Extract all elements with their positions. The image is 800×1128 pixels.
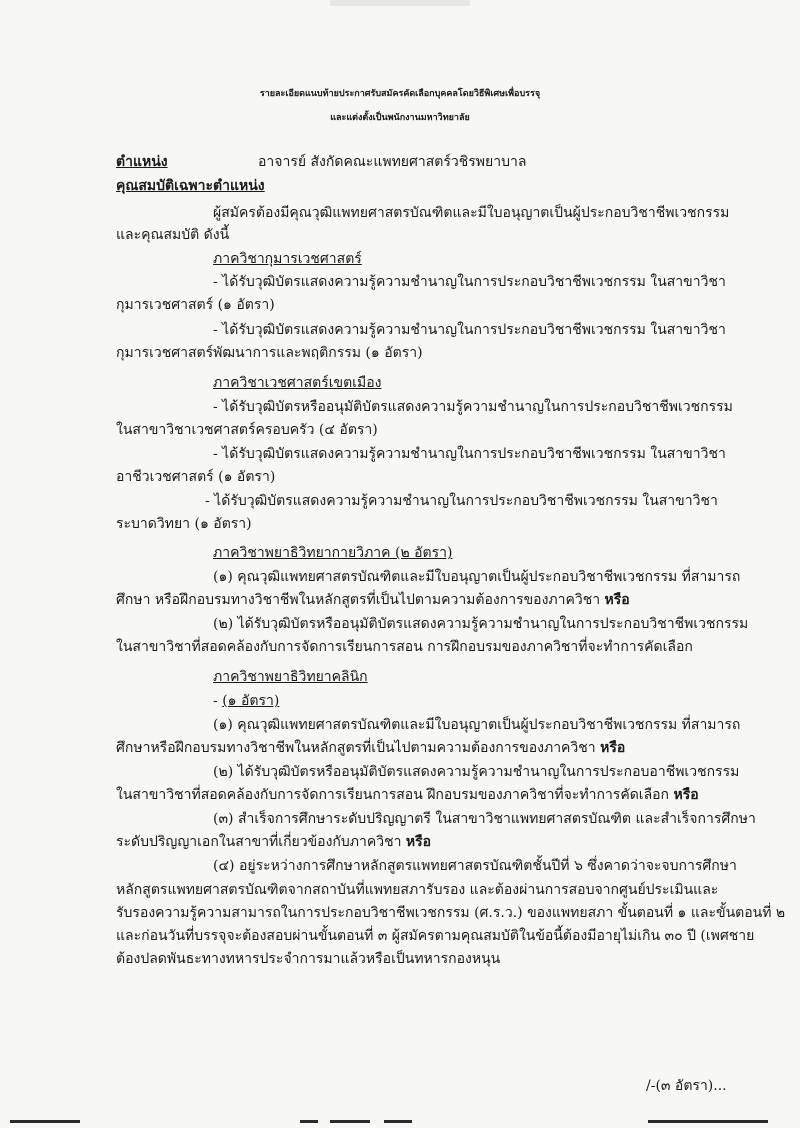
- clinical-pathology-line: (๑) คุณวุฒิแพทยศาสตรบัณฑิตและมีใบอนุญาตเป็นผู้ประกอบวิชาชีพเวชกรรม ที่สามารถ: [213, 717, 741, 733]
- urban-medicine-line: - ได้รับวุฒิบัตรแสดงความรู้ความชำนาญในการประกอบวิชาชีพเวชกรรม ในสาขาวิชา: [213, 446, 726, 462]
- dept-anatomical-pathology-heading: ภาควิชาพยาธิวิทยากายวิภาค (๒ อัตรา): [213, 545, 453, 561]
- clinical-pathology-line: ต้องปลดพันธะทางทหารประจำการมาแล้วหรือเป็นทหารกองหนุน: [116, 951, 501, 967]
- line-text: ในสาขาวิชาที่สอดคล้องกับการจัดการเรียนการสอน ฝึกอบรมของภาควิชาที่จะทำการคัดเลือก: [116, 787, 674, 803]
- anatomical-pathology-line: [116, 590, 630, 610]
- page-continuation-footer: /-(๓ อัตรา)...: [646, 1078, 727, 1094]
- position-label: ตำแหน่ง: [116, 154, 168, 170]
- line-text: ศึกษา หรือฝึกอบรมทางวิชาชีพในหลักสูตรที่เป็นไปตามความต้องการของภาควิชา: [116, 592, 605, 608]
- urban-medicine-line: - ได้รับวุฒิบัตรหรืออนุมัติบัตรแสดงความรู้ความชำนาญในการประกอบวิชาชีพเวชกรรม: [213, 399, 733, 415]
- or-keyword: หรือ: [604, 592, 630, 608]
- or-keyword: หรือ: [673, 787, 699, 803]
- position-count: (๑ อัตรา): [222, 693, 280, 709]
- anatomical-pathology-line: (๒) ได้รับวุฒิบัตรหรืออนุมัติบัตรแสดงความรู้ความชำนาญในการประกอบวิชาชีพเวชกรรม: [213, 616, 749, 632]
- pediatrics-line: กุมารเวชศาสตร์พัฒนาการและพฤติกรรม (๑ อัตรา): [116, 345, 423, 361]
- clinical-pathology-line: และก่อนวันที่บรรจุจะต้องสอบผ่านขั้นตอนที่ ๓ ผู้สมัครตามคุณสมบัติในข้อนี้ต้องมีอายุไม่เกิน ๓๐ ปี (เพศชาย: [116, 928, 755, 944]
- dept-urban-medicine-heading: ภาควิชาเวชศาสตร์เขตเมือง: [213, 375, 382, 391]
- intro-line-2: และคุณสมบัติ ดังนี้: [116, 227, 230, 243]
- scan-smudge: [330, 0, 470, 6]
- dept-clinical-pathology-heading: ภาควิชาพยาธิวิทยาคลินิก: [213, 669, 368, 685]
- line-text: ศึกษาหรือฝึกอบรมทางวิชาชีพในหลักสูตรที่เป็นไปตามความต้องการของภาควิชา: [116, 740, 601, 756]
- intro-line-1: ผู้สมัครต้องมีคุณวุฒิแพทยศาสตรบัณฑิตและมีใบอนุญาตเป็นผู้ประกอบวิชาชีพเวชกรรม: [213, 205, 730, 221]
- clinical-pathology-line: [116, 738, 625, 758]
- clinical-pathology-line: รับรองความรู้ความสามารถในการประกอบวิชาชีพเวชกรรม (ศ.ร.ว.) ของแพทยสภา ขั้นตอนที่ ๑ และขั้นตอนที่ ๒: [116, 905, 786, 921]
- anatomical-pathology-line: ในสาขาวิชาที่สอดคล้องกับการจัดการเรียนการสอน การฝึกอบรมของภาควิชาที่จะทำการคัดเลือก: [116, 639, 693, 655]
- position-value: อาจารย์ สังกัดคณะแพทยศาสตร์วชิรพยาบาล: [258, 154, 527, 170]
- or-keyword: หรือ: [600, 740, 626, 756]
- clinical-pathology-line: [116, 785, 699, 805]
- dept-pediatrics-heading: ภาควิชากุมารเวชศาสตร์: [213, 251, 362, 267]
- pediatrics-line: กุมารเวชศาสตร์ (๑ อัตรา): [116, 297, 275, 313]
- urban-medicine-line: ระบาดวิทยา (๑ อัตรา): [116, 516, 252, 532]
- doc-title-line-1: รายละเอียดแนบท้ายประกาศรับสมัครคัดเลือกบุคคลโดยวิธีพิเศษเพื่อบรรจุ: [259, 89, 541, 99]
- clinical-pathology-line: [116, 832, 431, 852]
- dash: -: [213, 693, 223, 709]
- clinical-pathology-line: หลักสูตรแพทยศาสตรบัณฑิตจากสถาบันที่แพทยสภารับรอง และต้องผ่านการสอบจากศูนย์ประเมินและ: [116, 882, 719, 898]
- urban-medicine-line: ในสาขาวิชาเวชศาสตร์ครอบครัว (๔ อัตรา): [116, 422, 378, 438]
- qualification-heading: คุณสมบัติเฉพาะตำแหน่ง: [116, 178, 265, 194]
- urban-medicine-line: อาชีวเวชศาสตร์ (๑ อัตรา): [116, 469, 276, 485]
- clinical-pathology-line: (๔) อยู่ระหว่างการศึกษาหลักสูตรแพทยศาสตรบัณฑิตชั้นปีที่ ๖ ซึ่งคาดว่าจะจบการศึกษา: [213, 858, 737, 874]
- clinical-pathology-line: (๓) สำเร็จการศึกษาระดับปริญญาตรี ในสาขาวิชาแพทยศาสตรบัณฑิต และสำเร็จการศึกษา: [213, 811, 756, 827]
- clinical-pathology-line: (๒) ได้รับวุฒิบัตรหรืออนุมัติบัตรแสดงความรู้ความชำนาญในการประกอบอาชีพเวชกรรม: [213, 764, 740, 780]
- line-text: ระดับปริญญาเอกในสาขาที่เกี่ยวข้องกับภาควิชา: [116, 834, 406, 850]
- doc-title-line-2: และแต่งตั้งเป็นพนักงานมหาวิทยาลัย: [330, 113, 470, 123]
- clinical-pathology-subheading: [213, 691, 279, 711]
- scan-bottom-edge: [0, 1116, 800, 1128]
- anatomical-pathology-line: (๑) คุณวุฒิแพทยศาสตรบัณฑิตและมีใบอนุญาตเป็นผู้ประกอบวิชาชีพเวชกรรม ที่สามารถ: [213, 569, 741, 585]
- or-keyword: หรือ: [405, 834, 432, 850]
- urban-medicine-line: - ได้รับวุฒิบัตรแสดงความรู้ความชำนาญในการประกอบวิชาชีพเวชกรรม ในสาขาวิชา: [205, 493, 718, 509]
- pediatrics-line: - ได้รับวุฒิบัตรแสดงความรู้ความชำนาญในการประกอบวิชาชีพเวชกรรม ในสาขาวิชา: [213, 322, 726, 338]
- pediatrics-line: - ได้รับวุฒิบัตรแสดงความรู้ความชำนาญในการประกอบวิชาชีพเวชกรรม ในสาขาวิชา: [213, 274, 726, 290]
